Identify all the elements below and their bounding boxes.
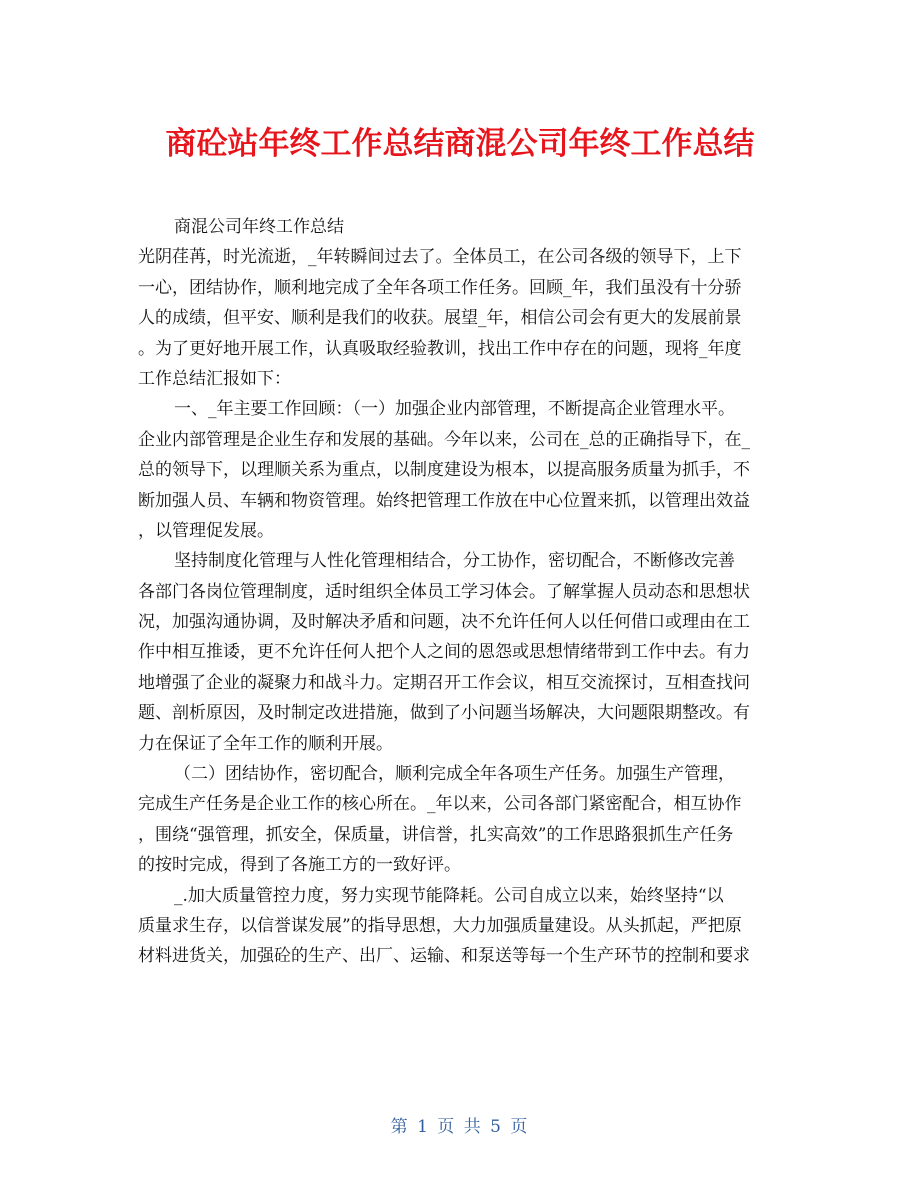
text-line: 。为了更好地开展工作，认真吸取经验教训，找出工作中存在的问题，现将_年度 — [138, 338, 742, 359]
text-line: 一心，团结协作，顺利地完成了全年各项工作任务。回顾_年，我们虽没有十分骄 — [138, 277, 742, 298]
text-line: 力在保证了全年工作的顺利开展。 — [138, 733, 393, 754]
text-line: 各部门各岗位管理制度，适时组织全体员工学习体会。了解掌握人员动态和思想状 — [138, 581, 750, 602]
text-line: ，以管理促发展。 — [138, 520, 274, 541]
text-line: 企业内部管理是企业生存和发展的基础。今年以来，公司在_总的正确指导下，在_ — [138, 429, 750, 450]
document-body — [138, 212, 788, 972]
text-line: 题、剖析原因，及时制定改进措施，做到了小问题当场解决，大问题限期整改。有 — [138, 703, 750, 724]
text-line: 商混公司年终工作总结 — [174, 217, 344, 237]
text-line: 质量求生存，以信誉谋发展”的指导思想，大力加强质量建设。从头抓起，严把原 — [138, 915, 742, 936]
text-line: 光阴荏苒，时光流逝，_年转瞬间过去了。全体员工，在公司各级的领导下，上下 — [138, 247, 742, 268]
text-line: 材料进货关，加强砼的生产、出厂、运输、和泵送等每一个生产环节的控制和要求 — [138, 946, 750, 967]
text-line: 一、_年主要工作回顾：（一）加强企业内部管理，不断提高企业管理水平。 — [174, 399, 735, 420]
page-footer: 第 1 页 共 5 页 — [390, 1117, 530, 1137]
text-line: 地增强了企业的凝聚力和战斗力。定期召开工作会议，相互交流探讨，互相查找问 — [138, 672, 750, 693]
text-line: 坚持制度化管理与人性化管理相结合，分工协作，密切配合，不断修改完善 — [174, 551, 735, 572]
text-line: 况，加强沟通协调，及时解决矛盾和问题，决不允许任何人以任何借口或理由在工 — [138, 612, 750, 633]
text-line: 人的成绩，但平安、顺利是我们的收获。展望_年，相信公司会有更大的发展前景 — [138, 308, 742, 329]
text-line: 工作总结汇报如下： — [138, 368, 291, 389]
document-title: 商砼站年终工作总结商混公司年终工作总结 — [165, 126, 755, 162]
text-line: （二）团结协作，密切配合，顺利完成全年各项生产任务。加强生产管理， — [174, 764, 735, 785]
text-line: 完成生产任务是企业工作的核心所在。_年以来，公司各部门紧密配合，相互协作 — [138, 794, 742, 815]
text-line: 的按时完成，得到了各施工方的一致好评。 — [138, 855, 461, 876]
text-line: 总的领导下，以理顺关系为重点，以制度建设为根本，以提高服务质量为抓手，不 — [138, 460, 750, 481]
text-line: 作中相互推诿，更不允许任何人把个人之间的恩怨或思想情绪带到工作中去。有力 — [138, 642, 750, 663]
text-line: 断加强人员、车辆和物资管理。始终把管理工作放在中心位置来抓，以管理出效益 — [138, 490, 750, 511]
text-line: _.加大质量管控力度，努力实现节能降耗。公司自成立以来，始终坚持“以 — [174, 885, 724, 906]
text-line: ，围绕“强管理，抓安全，保质量，讲信誉，扎实高效”的工作思路狠抓生产任务 — [138, 824, 734, 845]
